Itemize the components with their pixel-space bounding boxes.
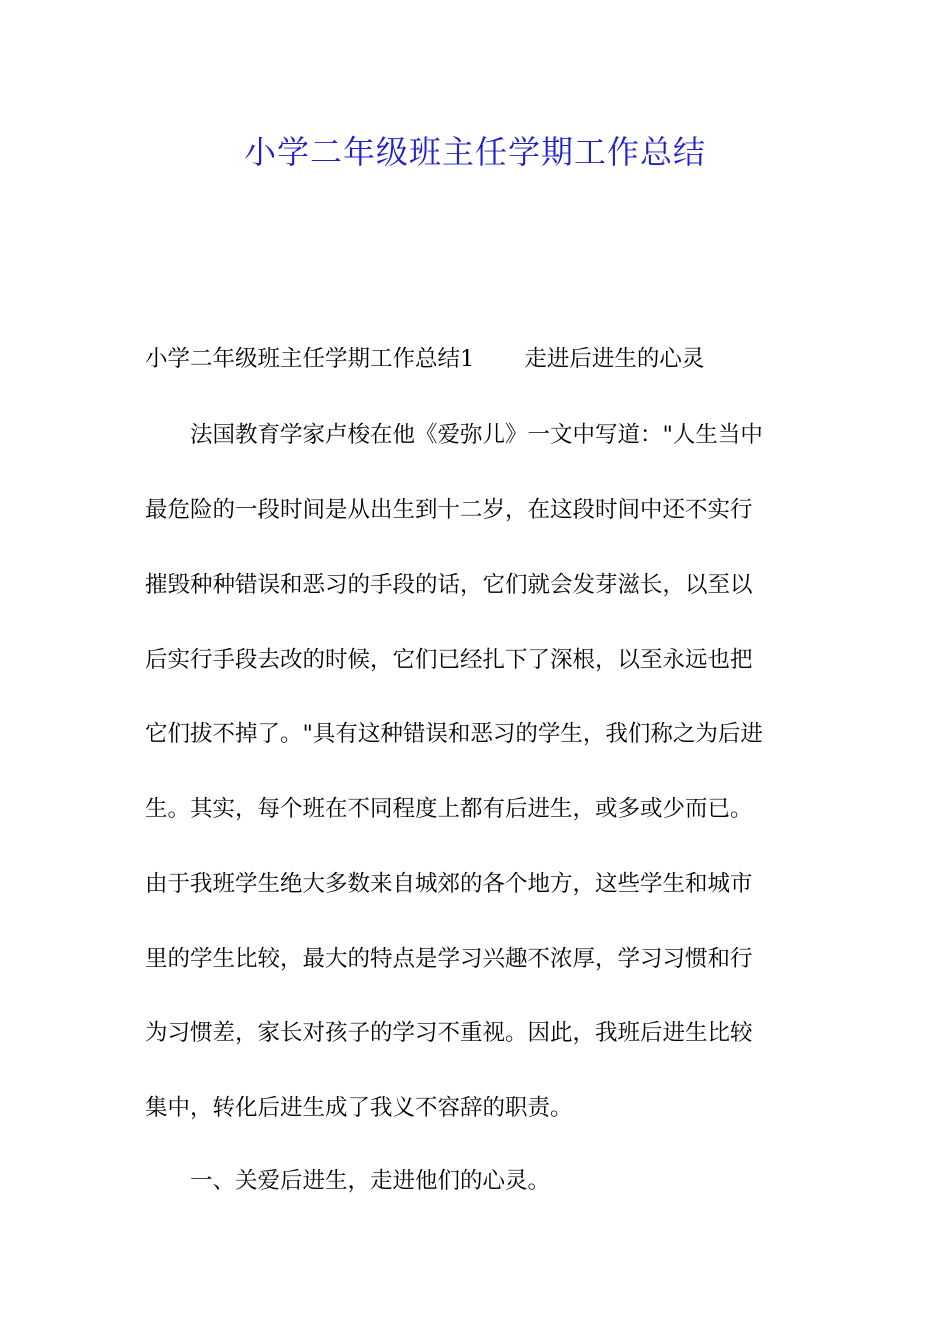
paragraph-line-9: 为习惯差，家长对孩子的学习不重视。因此，我班后进生比较	[145, 1020, 753, 1046]
paragraph-line-2: 最危险的一段时间是从出生到十二岁，在这段时间中还不实行	[145, 497, 753, 523]
list-item-1: 一、关爱后进生，走进他们的心灵。	[145, 1168, 551, 1194]
paragraph-line-5: 它们拔不掉了。"具有这种错误和恶习的学生，我们称之为后进	[145, 721, 763, 747]
paragraph-line-3: 摧毁种种错误和恶习的手段的话，它们就会发芽滋长，以至以	[145, 572, 753, 598]
section-heading-text: 小学二年级班主任学期工作总结1	[145, 346, 475, 372]
paragraph-line-8: 里的学生比较，最大的特点是学习兴趣不浓厚，学习习惯和行	[145, 946, 753, 972]
section-subheading-text: 走进后进生的心灵	[524, 346, 705, 372]
paragraph-line-7: 由于我班学生绝大多数来自城郊的各个地方，这些学生和城市	[145, 871, 753, 897]
document-title: 小学二年级班主任学期工作总结	[243, 133, 706, 171]
paragraph-line-6: 生。其实，每个班在不同程度上都有后进生，或多或少而已。	[145, 796, 753, 822]
paragraph-line-4: 后实行手段去改的时候，它们已经扎下了深根，以至永远也把	[145, 647, 753, 673]
heading-gap	[474, 343, 524, 375]
paragraph-line-1: 法国教育学家卢梭在他《爱弥儿》一文中写道："人生当中	[145, 422, 763, 448]
section-heading	[145, 343, 810, 375]
paragraph-line-10: 集中，转化后进生成了我义不容辞的职责。	[145, 1095, 573, 1121]
